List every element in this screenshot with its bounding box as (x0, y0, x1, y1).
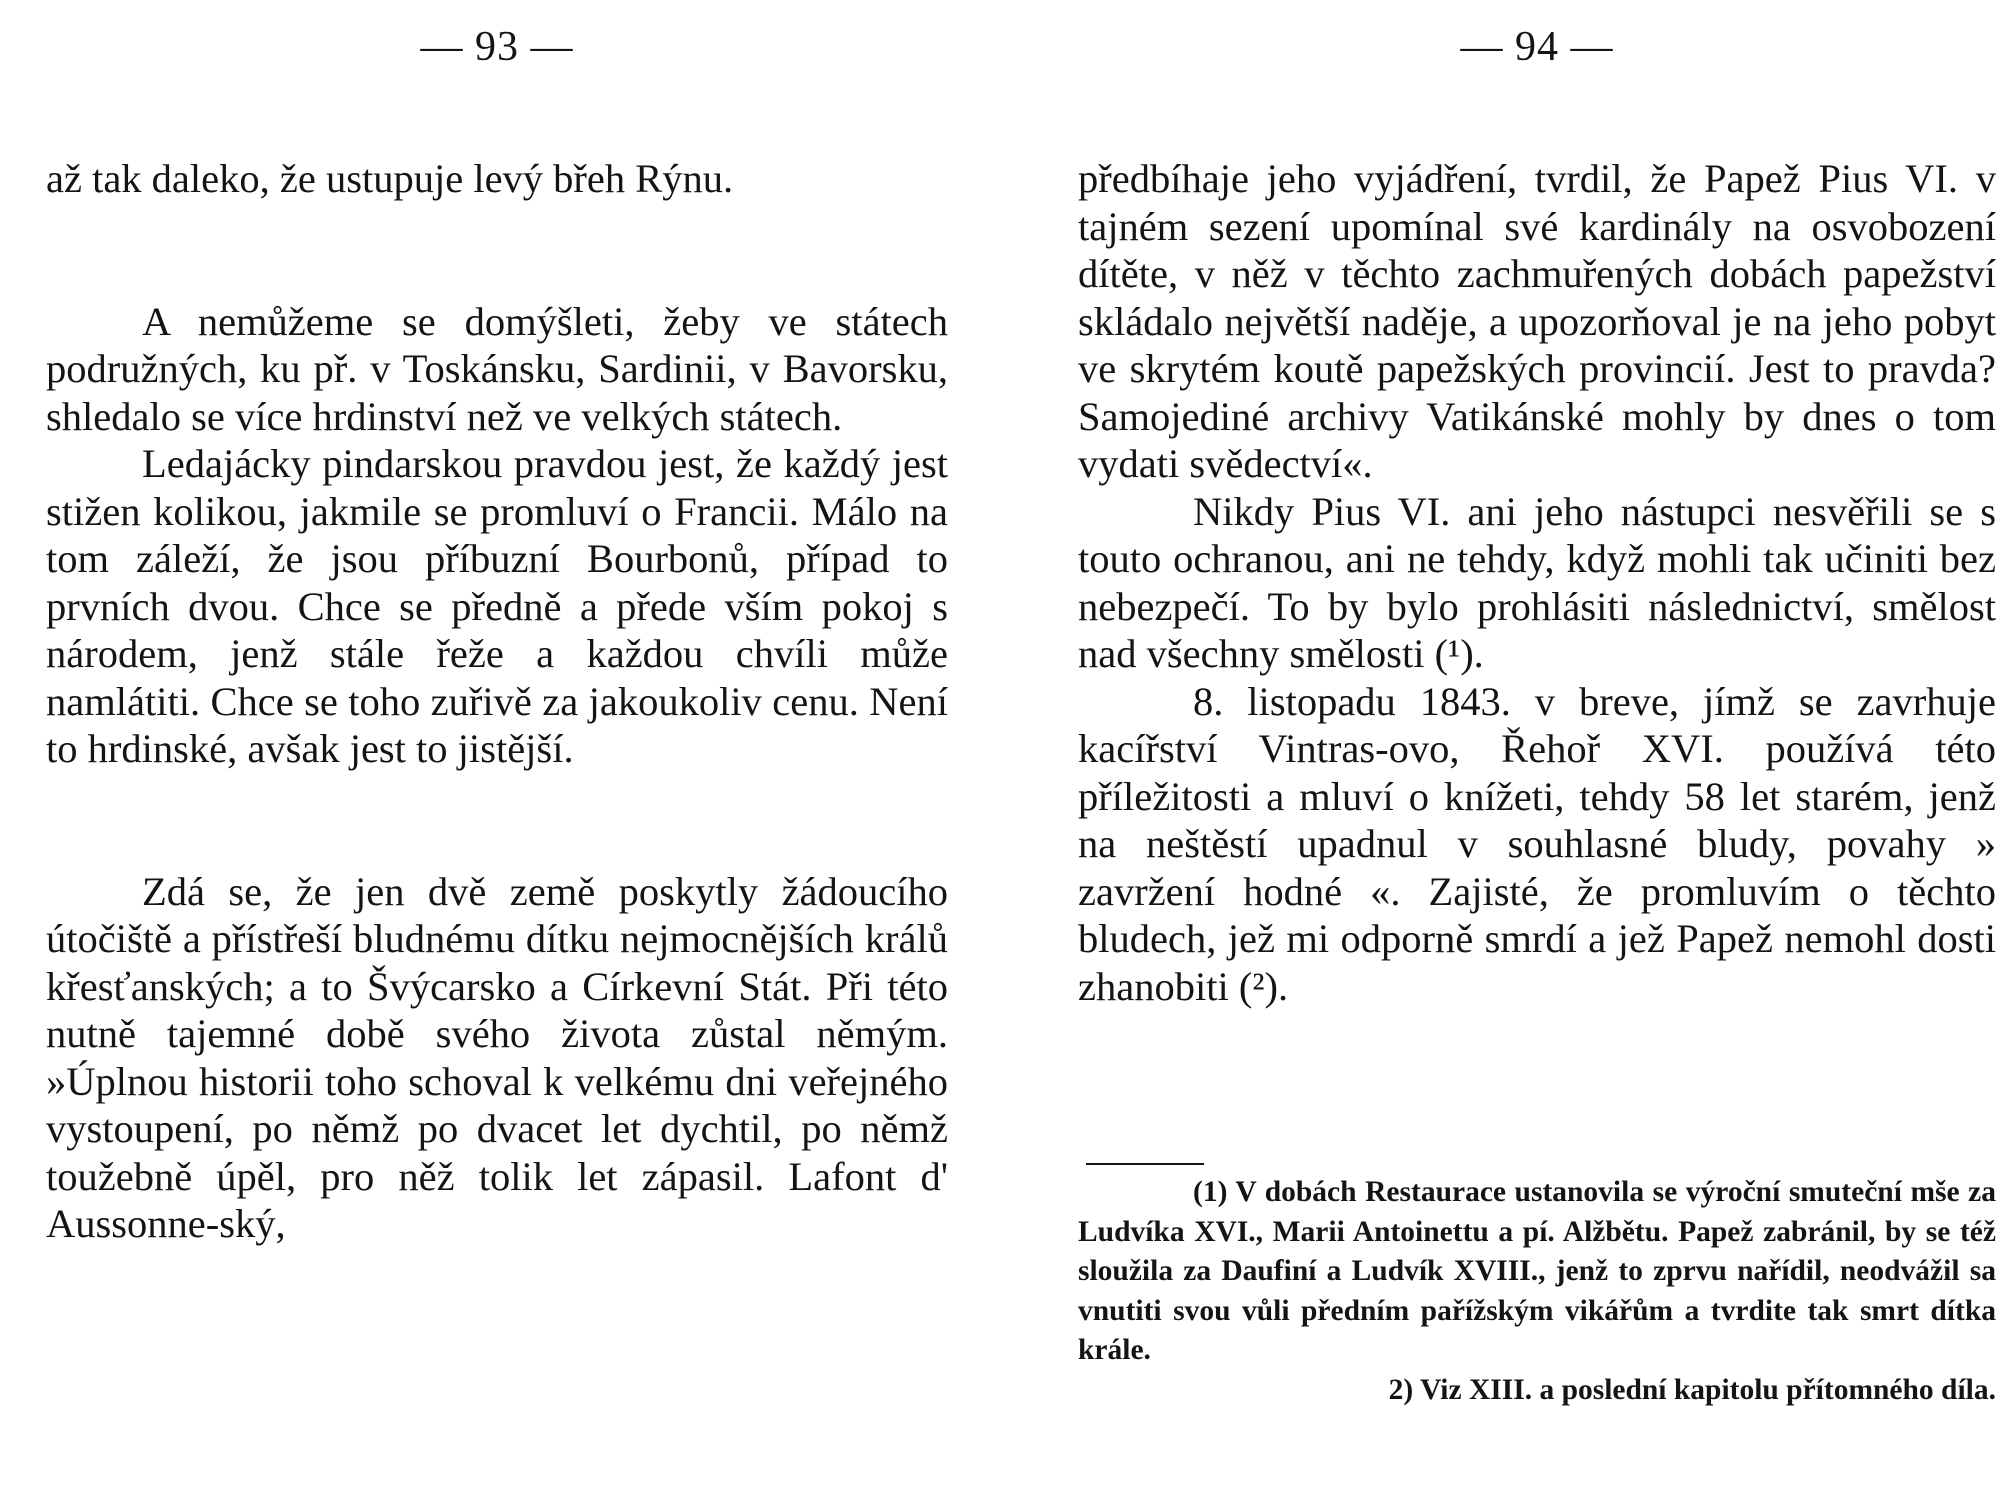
paragraph: až tak daleko, že ustupuje levý břeh Rýnu. (46, 156, 734, 201)
paragraph: Zdá se, že jen dvě země poskytly žádoucího útočiště a přístřeší bludnému dítku nejmocnějších králů křesťanských; a to Švýcarsko a Církevní Stát. Při této nutně tajemné době svého života zůstal němým. »Úplnou historii toho schoval k velkému dni veřejného vystoupení, po němž po dvacet let dychtil, po němž toužebně úpěl, pro něž tolik let zápasil. Lafont d' Aussonne-ský, (46, 868, 948, 1246)
paragraph: 8. listopadu 1843. v breve, jímž se zavrhuje kacířství Vintras-ovo, Řehoř XVI. používá této příležitosti a mluví o knížeti, tehdy 58 let starém, jenž na neštěstí upadnul v souhlasné bludy, povahy » zavržení hodné «. Zajisté, že promluvím o těchto bludech, jež mi odporně smrdí a jež Papež nemohl dosti zhanobiti (²). (1078, 678, 1996, 1009)
left-page-body (46, 155, 948, 1248)
footnotes (1078, 1173, 1996, 1410)
footnote-2: 2) Viz XIII. a poslední kapitolu přítomného díla. (1388, 1373, 1996, 1406)
page-number-94: — 94 — (1460, 24, 1614, 70)
footnote-1: (1) V dobách Restaurace ustanovila se výroční smuteční mše za Ludvíka XVI., Marii Antoinettu a pí. Alžbětu. Papež zabránil, by se též sloužila za Daufiní a Ludvík XVIII., jenž to zprvu nařídil, neodvážil sa vnutiti svou vůli předním pařížským vikářům a tvrdite tak smrt dítka krále. (1078, 1176, 1996, 1366)
left-page (46, 0, 948, 1500)
footnote-divider (1086, 1163, 1204, 1173)
paragraph: A nemůžeme se domýšleti, žeby ve státech podružných, ku př. v Toskánsku, Sardinii, v Bavorsku, shledalo se více hrdinství než ve velkých státech. (46, 298, 948, 439)
paragraph: Nikdy Pius VI. ani jeho nástupci nesvěřili se s touto ochranou, ani ne tehdy, když mohli tak učiniti bez nebezpečí. To by bylo prohlásiti následnictví, smělost nad všechny smělosti (¹). (1078, 488, 1996, 676)
right-page (1078, 0, 1996, 1500)
right-page-body (1078, 155, 1996, 1010)
page-number-93: — 93 — (420, 24, 574, 70)
paragraph: Ledajácky pindarskou pravdou jest, že každý jest stižen kolikou, jakmile se promluví o Francii. Málo na tom záleží, že jsou příbuzní Bourbonů, případ to prvních dvou. Chce se předně a přede vším pokoj s národem, jenž stále řeže a každou chvíli může namlátiti. Chce se toho zuřivě za jakoukoliv cenu. Není to hrdinské, avšak jest to jistější. (46, 441, 948, 771)
paragraph: předbíhaje jeho vyjádření, tvrdil, že Papež Pius VI. v tajném sezení upomínal své kardinály na osvobození dítěte, v něž v těchto zachmuřených dobách papežství skládalo největší naděje, a upozorňoval je na jeho pobyt ve skrytém koutě papežských provincií. Jest to pravda? Samojediné archivy Vatikánské mohly by dnes o tom vydati svědectví«. (1078, 156, 1996, 486)
